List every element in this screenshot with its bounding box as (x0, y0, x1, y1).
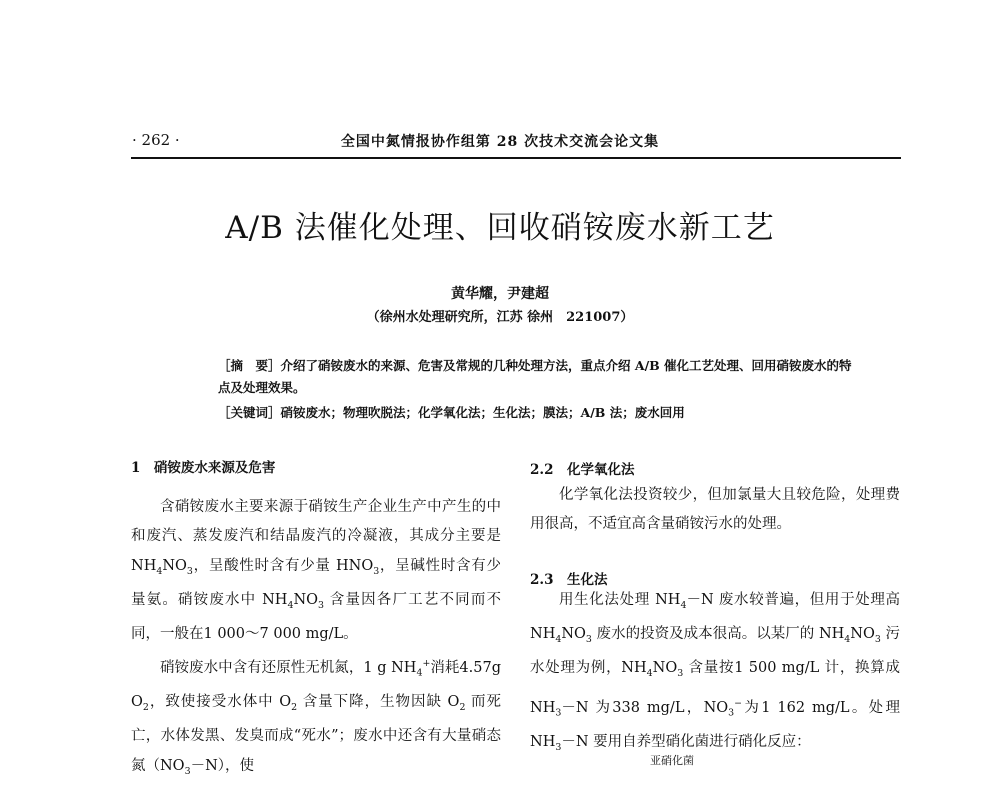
abstract (218, 355, 858, 399)
keywords-text: 硝铵废水；物理吹脱法；化学氧化法；生化法；膜法；A/B 法；废水回用 (280, 405, 685, 420)
paragraph: 用生化法处理 $NH_4-N$ 废水较普遍，但用于处理高 $NH_4NO_3$ 废水的投资及成本很高。以某厂的 $NH_4NO_3$ 污水处理为例，$NH_4NO_3$ 含量按1 500 mg/L 计，换算成 $NH_3-N$ 为338 mg/L，$NO_3^-$为1 162 mg/L。处理 $NH_3-N$ 要用自养型硝化菌进行硝化反应： (530, 592, 901, 753)
paragraph: 化学氧化法投资较少，但加氯量大且较危险，处理费用很高，不适宜高含量硝铵污水的处理。 (530, 487, 900, 533)
abstract-text: 介绍了硝铵废水的来源、危害及常规的几种处理方法，重点介绍 A/B 催化工艺处理、回用硝铵废水的特点及处理效果。 (218, 358, 852, 395)
paragraph: 含硝铵废水主要来源于硝铵生产企业生产中产生的中和废汽、蒸发废汽和结晶废汽的冷凝液，其成分主要是 $NH_4NO_3$，呈酸性时含有少量 $HNO_3$，呈碱性时含有少量氨。硝铵废水中 $NH_4NO_3$ 含量因各厂工艺不同而不同，一般在1 000～7 000 mg/L。 (131, 499, 501, 642)
right-column-part2 (530, 586, 900, 762)
page-number: · 262 · (132, 131, 180, 149)
paragraph: 硝铵废水中含有还原性无机氮，1 g $NH_4^+$消耗4.57g $O_2$，致使接受水体中 $O_2$ 含量下降，生物因缺 $O_2$ 而死亡，水体发黑、发臭而成“死水”；废水中还含有大量硝态氮$(NO_3-N)$，使 (131, 658, 502, 777)
section-heading-2-2: 2.2 化学氧化法 (530, 462, 635, 478)
affiliation: （徐州水处理研究所，江苏 徐州 221007） (366, 310, 634, 325)
section-heading-1: 1 硝铵废水来源及危害 (131, 460, 276, 476)
keywords-label: ［关键词］ (218, 405, 281, 420)
header-rule (131, 157, 901, 159)
keywords (218, 402, 858, 424)
paper-title: A/B 法催化处理、回收硝铵废水新工艺 (225, 210, 775, 246)
collection-title: 全国中氮情报协作组第 28 次技术交流会论文集 (340, 134, 660, 150)
left-column (131, 493, 501, 786)
section-heading-2-3: 2.3 生化法 (530, 572, 608, 588)
abstract-label: ［摘 要］ (218, 358, 281, 373)
authors: 黄华耀，尹建超 (451, 286, 549, 302)
cut-off-text: 亚硝化菌 (650, 754, 694, 767)
right-column-part1 (530, 481, 900, 540)
